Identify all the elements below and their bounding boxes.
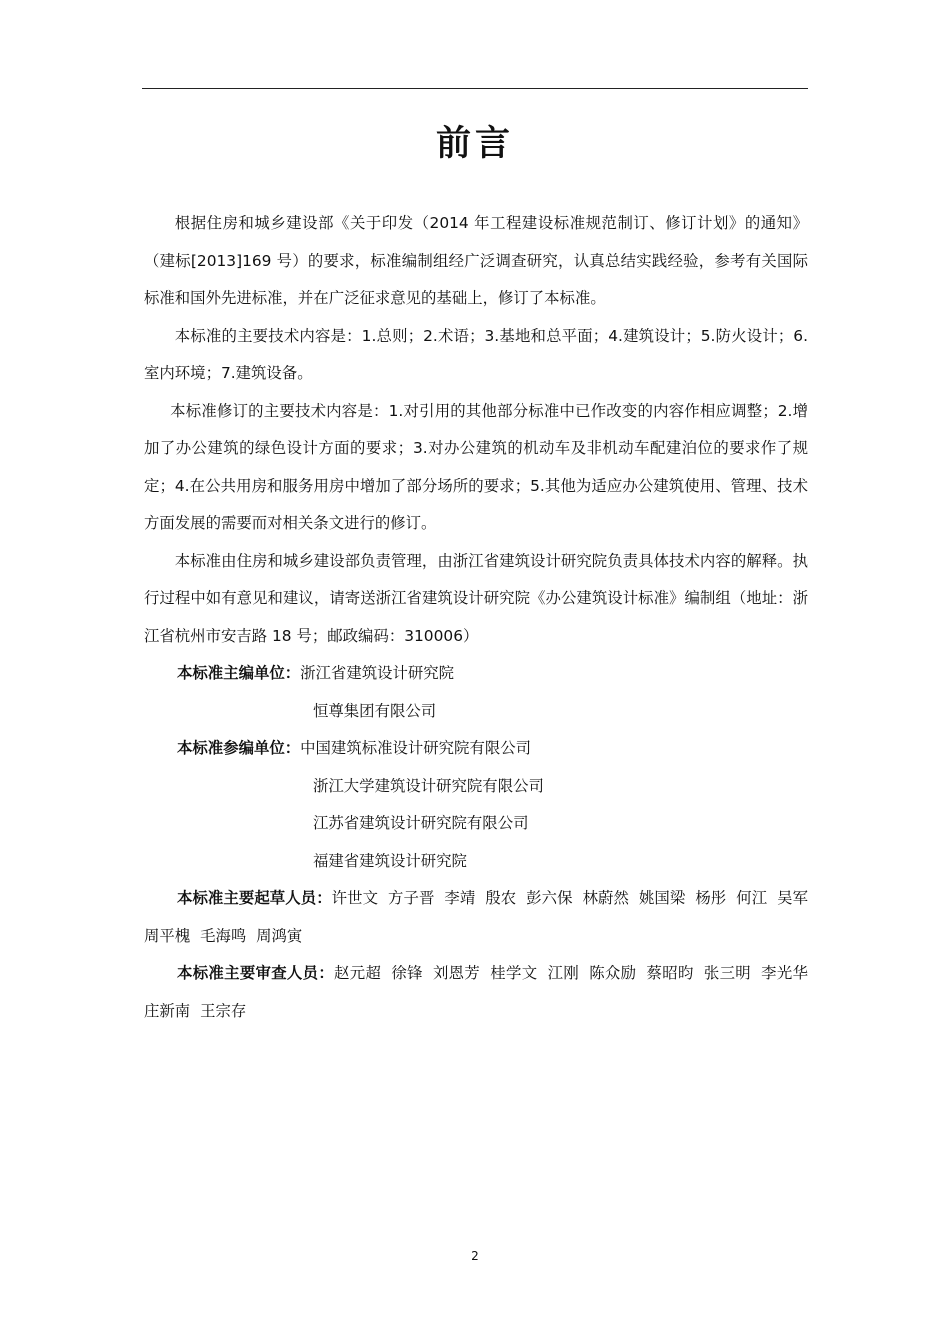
participating-unit-row [144,805,808,843]
participating-unit-row [144,768,808,806]
participating-unit-name: 浙江大学建筑设计研究院有限公司 [313,776,544,795]
participating-unit-row [144,730,808,768]
chief-unit-name: 浙江省建筑设计研究院 [300,664,455,682]
drafters-paragraph [144,880,808,955]
reviewers-names: 赵元超 徐锋 刘恩芳 桂学文 江刚 陈众励 蔡昭昀 张三明 李光华 庄新南 王宗存 [144,964,808,1020]
chief-unit-row [144,655,808,693]
chief-units-block [144,655,808,730]
reviewers-paragraph [144,955,808,1030]
drafters-label: 本标准主要起草人员： [177,889,332,907]
participating-unit-name: 福建省建筑设计研究院 [313,851,467,870]
chief-unit-name: 恒尊集团有限公司 [313,701,437,720]
paragraph-basis: 根据住房和城乡建设部《关于印发（2014 年工程建设标准规范制订、修订计划》的通知》（建标[2013]169 号）的要求，标准编制组经广泛调查研究，认真总结实践经验，参考有关国际标准和国外先进标准，并在广泛征求意见的基础上，修订了本标准。 [144,214,808,307]
paragraph-management: 本标准由住房和城乡建设部负责管理，由浙江省建筑设计研究院负责具体技术内容的解释。执行过程中如有意见和建议，请寄送浙江省建筑设计研究院《办公建筑设计标准》编制组（地址：浙江省杭州市安吉路 18 号；邮政编码：310006） [144,551,808,645]
participating-units-block [144,730,808,880]
document-body [144,205,808,1030]
reviewers-label: 本标准主要审查人员： [177,964,335,982]
page-title: 前言 [435,124,514,164]
chief-unit-row [144,693,808,731]
page-number: 2 [471,1249,479,1263]
paragraph-revision-content: 本标准修订的主要技术内容是：1.对引用的其他部分标准中已作改变的内容作相应调整；2.增加了办公建筑的绿色设计方面的要求；3.对办公建筑的机动车及非机动车配建泊位的要求作了规定；4.在公共用房和服务用房中增加了部分场所的要求；5.其他为适应办公建筑使用、管理、技术方面发展的需要而对相关条文进行的修订。 [144,401,808,532]
chief-units-label: 本标准主编单位： [177,664,301,682]
drafters-names: 许世文 方子晋 李靖 殷农 彭六保 林蔚然 姚国梁 杨彤 何江 吴军 周平槐 毛海鸣 周鸿寅 [144,889,808,945]
participating-unit-name: 中国建筑标准设计研究院有限公司 [300,739,532,757]
header-rule [142,88,808,89]
participating-unit-name: 江苏省建筑设计研究院有限公司 [313,814,529,832]
participating-units-label: 本标准参编单位： [177,739,301,757]
paragraph-main-content: 本标准的主要技术内容是：1.总则；2.术语；3.基地和总平面；4.建筑设计；5.防火设计；6.室内环境；7.建筑设备。 [144,326,808,382]
participating-unit-row [144,843,808,881]
